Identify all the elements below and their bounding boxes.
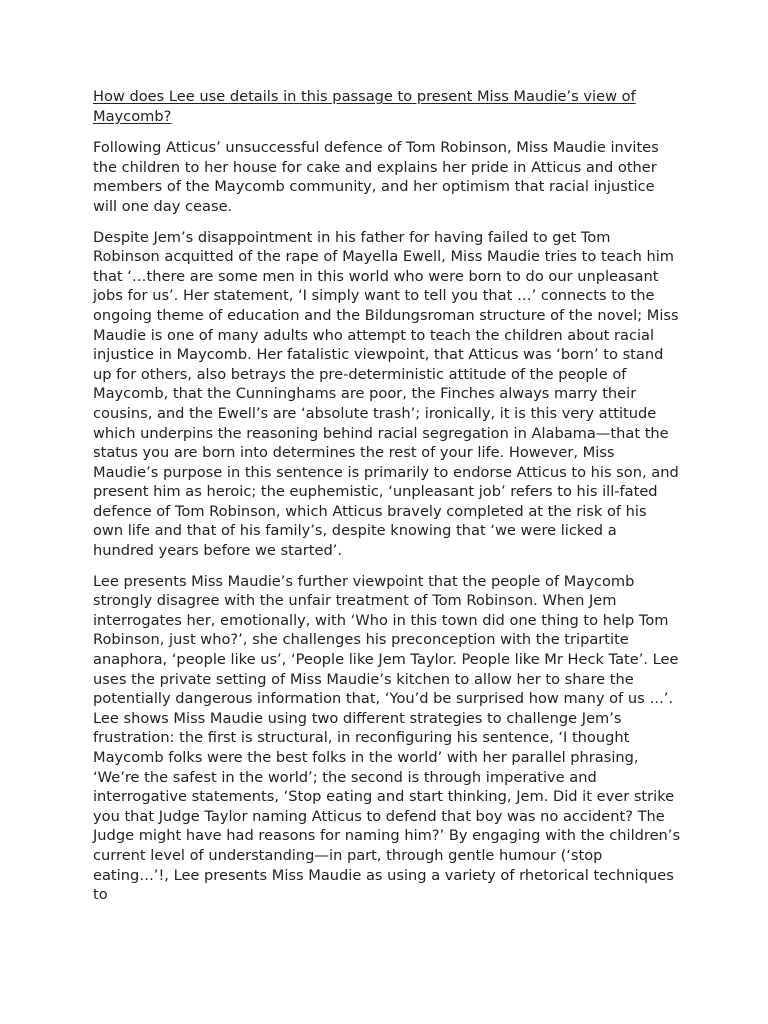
essay-question-title: How does Lee use details in this passage to present Miss Maudie’s view of Maycomb? bbox=[93, 88, 636, 125]
paragraph-analysis-2: Lee presents Miss Maudie’s further viewpoint that the people of Maycomb strongly disagree with the unfair treatment of Tom Robinson. When Jem interrogates her, emotionally, with ‘Who in this town did one thing to help Tom Robinson, just who?’, she challenges his preconception with the tripartite anaphora, ‘people like us’, ‘People like Jem Taylor. People like Mr Heck Tate’. Lee uses the private setting of Miss Maudie’s kitchen to allow her to share the potentially dangerous information that, ‘You’d be surprised how many of us …’. Lee shows Miss Maudie using two different strategies to challenge Jem’s frustration: the first is structural, in reconfiguring his sentence, ‘I thought Maycomb folks were the best folks in the world’ with her parallel phrasing, ‘We’re the safest in the world’; the second is through imperative and interrogative statements, ‘Stop eating and start thinking, Jem. Did it ever strike you that Judge Taylor naming Atticus to defend that boy was no accident? The Judge might have had reasons for naming him?’ By engaging with the children’s current level of understanding—in part, through gentle humour (‘stop eating…’!, Lee presents Miss Maudie as using a variety of rhetorical techniques to bbox=[93, 572, 681, 904]
essay-body bbox=[93, 87, 681, 916]
paragraph-intro: Following Atticus’ unsuccessful defence of Tom Robinson, Miss Maudie invites the children to her house for cake and explains her pride in Atticus and other members of the Maycomb community, and her optimism that racial injustice will one day cease. bbox=[93, 139, 659, 215]
paragraph-analysis-1: Despite Jem’s disappointment in his father for having failed to get Tom Robinson acquitted of the rape of Mayella Ewell, Miss Maudie tries to teach him that ‘…there are some men in this world who were born to do our unpleasant jobs for us’. Her statement, ‘I simply want to tell you that …’ connects to the ongoing theme of education and the Bildungsroman structure of the novel; Miss Maudie is one of many adults who attempt to teach the children about racial injustice in Maycomb. Her fatalistic viewpoint, that Atticus was ‘born’ to stand up for others, also betrays the pre-deterministic attitude of the people of Maycomb, that the Cunninghams are poor, the Finches always marry their cousins, and the Ewell’s are ‘absolute trash’; ironically, it is this very attitude which underpins the reasoning behind racial segregation in Alabama—that the status you are born into determines the rest of your life. However, Miss Maudie’s purpose in this sentence is primarily to endorse Atticus to his son, and present him as heroic; the euphemistic, ‘unpleasant job’ refers to his ill-fated defence of Tom Robinson, which Atticus bravely completed at the risk of his own life and that of his family’s, despite knowing that ‘we were licked a hundred years before we started’. bbox=[93, 228, 679, 560]
